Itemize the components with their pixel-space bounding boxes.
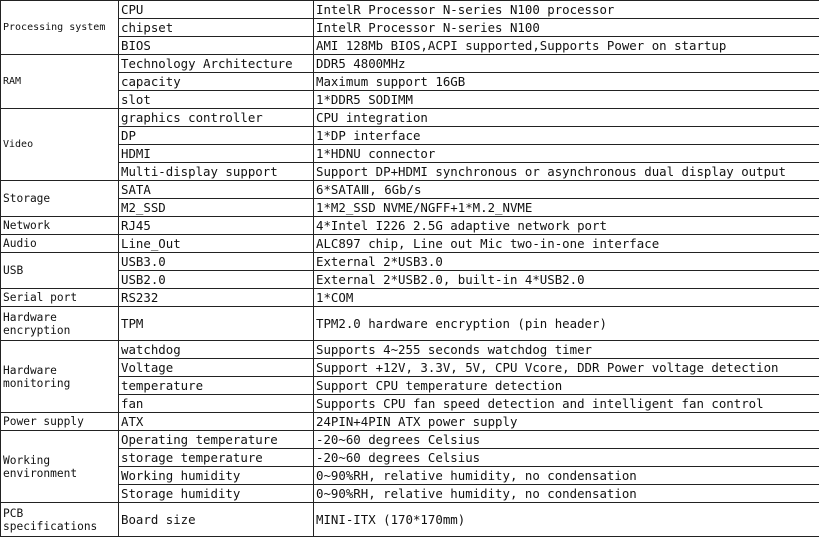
- table-row: [1, 413, 819, 431]
- item-name-cell: storage temperature: [119, 449, 314, 467]
- item-value-cell: IntelR Processor N-series N100 processor: [314, 1, 819, 19]
- item-value-cell: 0~90%RH, relative humidity, no condensation: [314, 467, 819, 485]
- item-name-cell: slot: [119, 91, 314, 109]
- item-value-cell: 24PIN+4PIN ATX power supply: [314, 413, 819, 431]
- table-row: [1, 127, 819, 145]
- item-value-cell: External 2*USB3.0: [314, 253, 819, 271]
- table-row: [1, 1, 819, 19]
- item-name-cell: M2_SSD: [119, 199, 314, 217]
- item-name-cell: Voltage: [119, 359, 314, 377]
- item-value-cell: 1*DDR5 SODIMM: [314, 91, 819, 109]
- item-name-cell: graphics controller: [119, 109, 314, 127]
- item-name-cell: Storage humidity: [119, 485, 314, 503]
- item-name-cell: temperature: [119, 377, 314, 395]
- table-row: [1, 181, 819, 199]
- category-cell: Hardware monitoring: [1, 341, 119, 413]
- item-value-cell: AMI 128Mb BIOS,ACPI supported,Supports Power on startup: [314, 37, 819, 55]
- item-name-cell: Working humidity: [119, 467, 314, 485]
- item-value-cell: 0~90%RH, relative humidity, no condensation: [314, 485, 819, 503]
- item-name-cell: DP: [119, 127, 314, 145]
- category-cell: Serial port: [1, 289, 119, 307]
- item-name-cell: USB2.0: [119, 271, 314, 289]
- category-cell: USB: [1, 253, 119, 289]
- table-row: [1, 37, 819, 55]
- table-row: [1, 145, 819, 163]
- item-value-cell: External 2*USB2.0, built-in 4*USB2.0: [314, 271, 819, 289]
- item-value-cell: DDR5 4800MHz: [314, 55, 819, 73]
- item-name-cell: BIOS: [119, 37, 314, 55]
- category-cell: Working environment: [1, 431, 119, 503]
- item-value-cell: 1*DP interface: [314, 127, 819, 145]
- item-name-cell: Operating temperature: [119, 431, 314, 449]
- table-row: [1, 91, 819, 109]
- table-row: [1, 395, 819, 413]
- category-cell: Video: [1, 109, 119, 181]
- item-value-cell: Maximum support 16GB: [314, 73, 819, 91]
- item-value-cell: 1*HDNU connector: [314, 145, 819, 163]
- table-row: [1, 73, 819, 91]
- spec-table-body: [1, 1, 819, 537]
- table-row: [1, 199, 819, 217]
- table-row: [1, 467, 819, 485]
- category-cell: Power supply: [1, 413, 119, 431]
- table-row: [1, 55, 819, 73]
- item-name-cell: Board size: [119, 503, 314, 537]
- item-name-cell: CPU: [119, 1, 314, 19]
- item-value-cell: 6*SATAⅢ, 6Gb/s: [314, 181, 819, 199]
- item-name-cell: capacity: [119, 73, 314, 91]
- item-value-cell: 1*M2_SSD NVME/NGFF+1*M.2_NVME: [314, 199, 819, 217]
- table-row: [1, 19, 819, 37]
- item-value-cell: IntelR Processor N-series N100: [314, 19, 819, 37]
- table-row: [1, 503, 819, 537]
- item-name-cell: fan: [119, 395, 314, 413]
- table-row: [1, 235, 819, 253]
- category-cell: Processing system: [1, 1, 119, 55]
- item-value-cell: Supports 4~255 seconds watchdog timer: [314, 341, 819, 359]
- table-row: [1, 307, 819, 341]
- item-name-cell: chipset: [119, 19, 314, 37]
- category-cell: Audio: [1, 235, 119, 253]
- item-name-cell: TPM: [119, 307, 314, 341]
- item-name-cell: watchdog: [119, 341, 314, 359]
- item-value-cell: MINI-ITX (170*170mm): [314, 503, 819, 537]
- category-cell: Hardware encryption: [1, 307, 119, 341]
- category-cell: Network: [1, 217, 119, 235]
- table-row: [1, 377, 819, 395]
- item-name-cell: Technology Architecture: [119, 55, 314, 73]
- item-value-cell: Support DP+HDMI synchronous or asynchronous dual display output: [314, 163, 819, 181]
- item-name-cell: Multi-display support: [119, 163, 314, 181]
- table-row: [1, 217, 819, 235]
- table-row: [1, 253, 819, 271]
- item-value-cell: Support CPU temperature detection: [314, 377, 819, 395]
- table-row: [1, 431, 819, 449]
- item-value-cell: CPU integration: [314, 109, 819, 127]
- item-name-cell: RS232: [119, 289, 314, 307]
- item-value-cell: ALC897 chip, Line out Mic two-in-one interface: [314, 235, 819, 253]
- item-value-cell: -20~60 degrees Celsius: [314, 431, 819, 449]
- table-row: [1, 485, 819, 503]
- item-name-cell: RJ45: [119, 217, 314, 235]
- item-value-cell: Support +12V, 3.3V, 5V, CPU Vcore, DDR Power voltage detection: [314, 359, 819, 377]
- table-row: [1, 359, 819, 377]
- table-row: [1, 341, 819, 359]
- item-value-cell: Supports CPU fan speed detection and intelligent fan control: [314, 395, 819, 413]
- item-value-cell: -20~60 degrees Celsius: [314, 449, 819, 467]
- table-row: [1, 449, 819, 467]
- table-row: [1, 163, 819, 181]
- table-row: [1, 271, 819, 289]
- item-name-cell: SATA: [119, 181, 314, 199]
- item-name-cell: ATX: [119, 413, 314, 431]
- category-cell: Storage: [1, 181, 119, 217]
- category-cell: PCB specifications: [1, 503, 119, 537]
- table-row: [1, 289, 819, 307]
- category-cell: RAM: [1, 55, 119, 109]
- item-value-cell: TPM2.0 hardware encryption (pin header): [314, 307, 819, 341]
- item-name-cell: HDMI: [119, 145, 314, 163]
- item-name-cell: Line_Out: [119, 235, 314, 253]
- item-value-cell: 1*COM: [314, 289, 819, 307]
- item-name-cell: USB3.0: [119, 253, 314, 271]
- item-value-cell: 4*Intel I226 2.5G adaptive network port: [314, 217, 819, 235]
- table-row: [1, 109, 819, 127]
